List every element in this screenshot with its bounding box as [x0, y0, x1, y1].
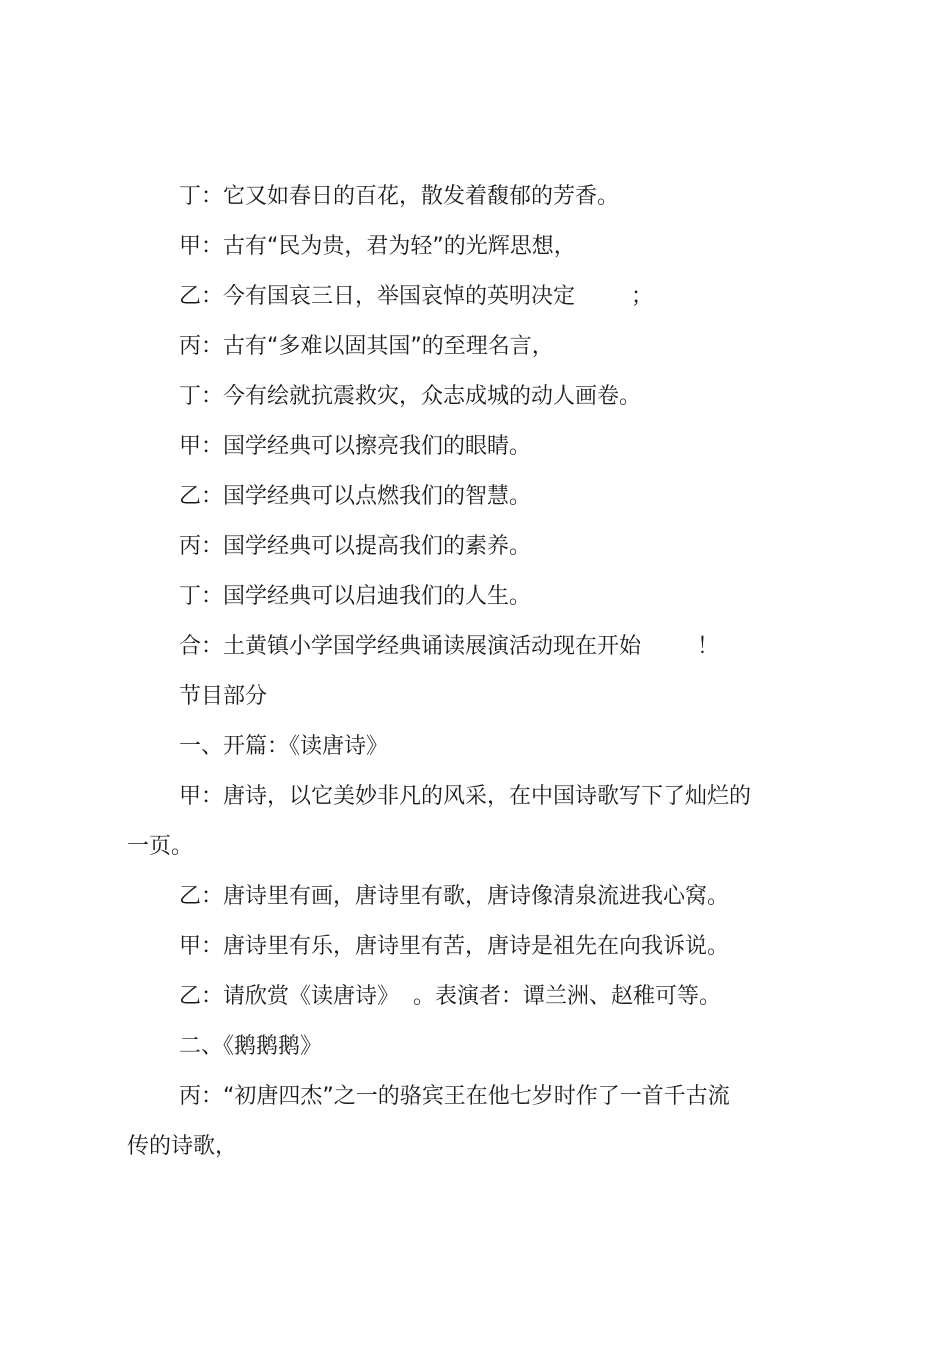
paragraph-line: 丙：国学经典可以提高我们的素养。 [179, 534, 532, 559]
paragraph-line: 甲：唐诗，以它美妙非凡的风采，在中国诗歌写下了灿烂的 [179, 784, 752, 809]
paragraph-line: 乙：今有国哀三日，举国哀悼的英明决定 ； [179, 284, 653, 309]
paragraph-line: 合：土黄镇小学国学经典诵读展演活动现在开始 ！ [179, 634, 719, 659]
paragraph-line: 丙：古有“多难以固其国”的至理名言， [179, 334, 554, 359]
section-heading: 节目部分 [179, 684, 268, 709]
section-heading: 一、开篇：《读唐诗》 [179, 734, 389, 759]
paragraph-line: 甲：国学经典可以擦亮我们的眼睛。 [179, 434, 532, 459]
paragraph-line: 乙：请欣赏《读唐诗》 。表演者：谭兰洲、赵稚可等。 [179, 984, 721, 1009]
section-heading: 二、《鹅鹅鹅》 [179, 1034, 323, 1059]
paragraph-continuation: 一页。 [127, 834, 194, 859]
document-body [127, 172, 787, 1172]
paragraph-line: 丁：国学经典可以启迪我们的人生。 [179, 584, 532, 609]
paragraph-line: 丙：“初唐四杰”之一的骆宾王在他七岁时作了一首千古流 [179, 1084, 730, 1109]
paragraph-line: 甲：唐诗里有乐，唐诗里有苦，唐诗是祖先在向我诉说。 [179, 934, 730, 959]
paragraph-line: 乙：唐诗里有画，唐诗里有歌，唐诗像清泉流进我心窝。 [179, 884, 730, 909]
paragraph-line: 丁：今有绘就抗震救灾，众志成城的动人画卷。 [179, 384, 642, 409]
paragraph-line: 乙：国学经典可以点燃我们的智慧。 [179, 484, 532, 509]
paragraph-line: 丁：它又如春日的百花，散发着馥郁的芳香。 [179, 184, 620, 209]
paragraph-continuation: 传的诗歌， [127, 1134, 238, 1159]
paragraph-line: 甲：古有“民为贵，君为轻”的光辉思想， [179, 234, 576, 259]
